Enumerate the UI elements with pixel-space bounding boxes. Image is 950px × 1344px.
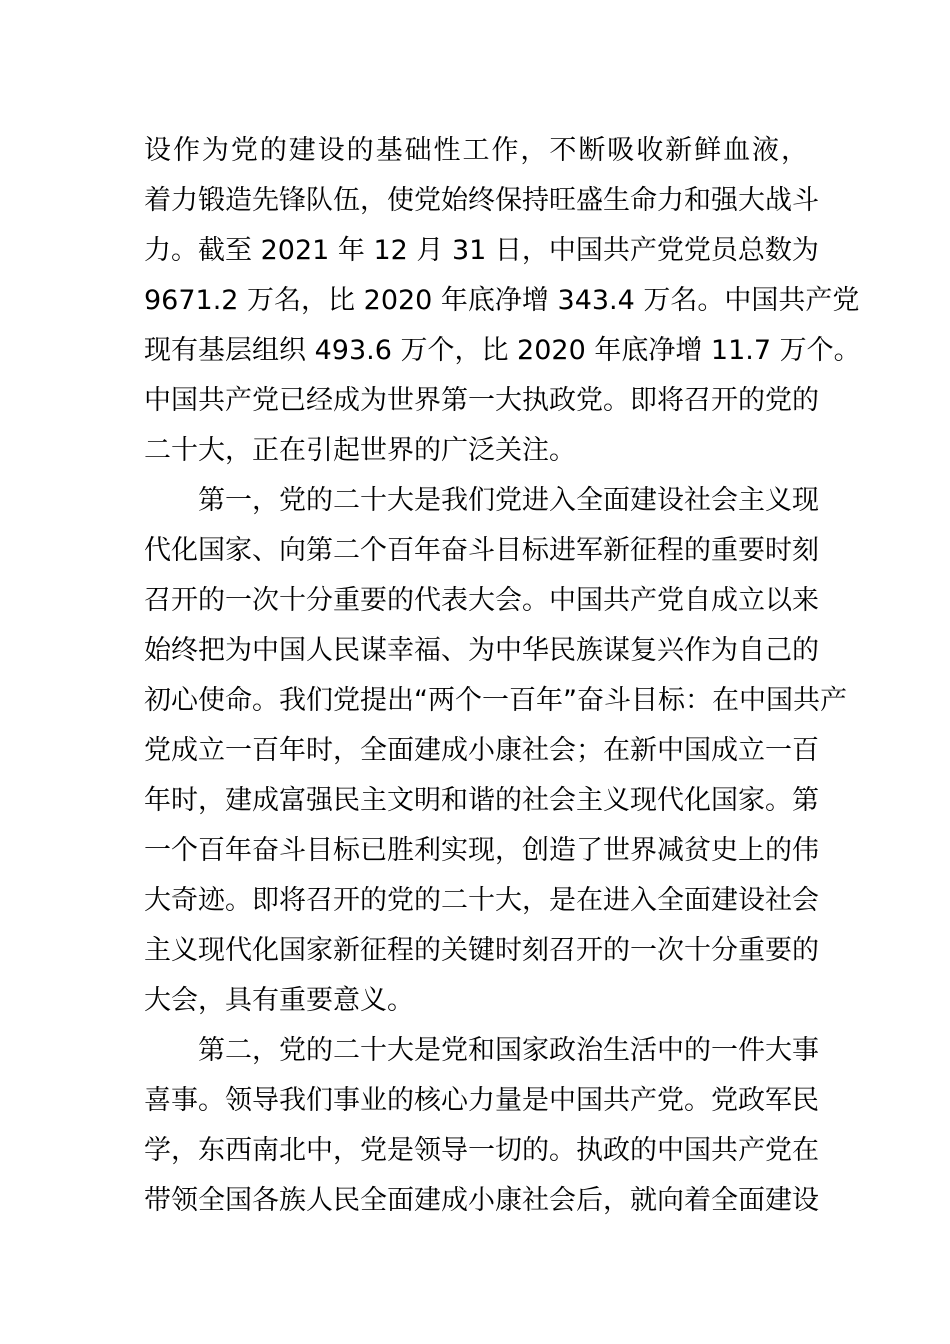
paragraph-2-line-3: 召开的一次十分重要的代表大会。中国共产党自成立以来 <box>144 585 819 616</box>
paragraph-2-line-1: 第一，党的二十大是我们党进入全面建设社会主义现 <box>198 485 819 516</box>
paragraph-1-line-6: 中国共产党已经成为世界第一大执政党。即将召开的党的 <box>144 385 819 416</box>
paragraph-2-line-11: 大会，具有重要意义。 <box>144 985 414 1016</box>
paragraph-1-line-7: 二十大，正在引起世界的广泛关注。 <box>144 435 576 466</box>
paragraph-3-line-1: 第二，党的二十大是党和国家政治生活中的一件大事 <box>198 1035 819 1066</box>
body-text <box>144 126 861 1226</box>
paragraph-2-line-7: 年时，建成富强民主文明和谐的社会主义现代化国家。第 <box>144 785 819 816</box>
paragraph-1-line-1: 设作为党的建设的基础性工作，不断吸收新鲜血液， <box>144 135 808 166</box>
paragraph-1-line-3: 力。截至 2021 年 12 月 31 日，中国共产党党员总数为 <box>144 235 819 266</box>
paragraph-1-line-5: 现有基层组织 493.6 万个，比 2020 年底净增 11.7 万个。 <box>144 335 861 366</box>
paragraph-2-line-8: 一个百年奋斗目标已胜利实现，创造了世界减贫史上的伟 <box>144 835 819 866</box>
paragraph-2-line-5: 初心使命。我们党提出“两个一百年”奋斗目标：在中国共产 <box>144 685 847 716</box>
paragraph-1-line-2: 着力锻造先锋队伍，使党始终保持旺盛生命力和强大战斗 <box>144 185 819 216</box>
paragraph-3-line-4: 带领全国各族人民全面建成小康社会后，就向着全面建设 <box>144 1185 819 1216</box>
paragraph-2-line-10: 主义现代化国家新征程的关键时刻召开的一次十分重要的 <box>144 935 819 966</box>
paragraph-2-line-9: 大奇迹。即将召开的党的二十大，是在进入全面建设社会 <box>144 885 819 916</box>
paragraph-2-line-2: 代化国家、向第二个百年奋斗目标进军新征程的重要时刻 <box>144 535 819 566</box>
paragraph-3-line-2: 喜事。领导我们事业的核心力量是中国共产党。党政军民 <box>144 1085 819 1116</box>
paragraph-1-line-4: 9671.2 万名，比 2020 年底净增 343.4 万名。中国共产党 <box>144 285 860 316</box>
paragraph-3-line-3: 学，东西南北中，党是领导一切的。执政的中国共产党在 <box>144 1135 819 1166</box>
paragraph-2-line-4: 始终把为中国人民谋幸福、为中华民族谋复兴作为自己的 <box>144 635 819 666</box>
paragraph-2-line-6: 党成立一百年时，全面建成小康社会；在新中国成立一百 <box>144 735 819 766</box>
